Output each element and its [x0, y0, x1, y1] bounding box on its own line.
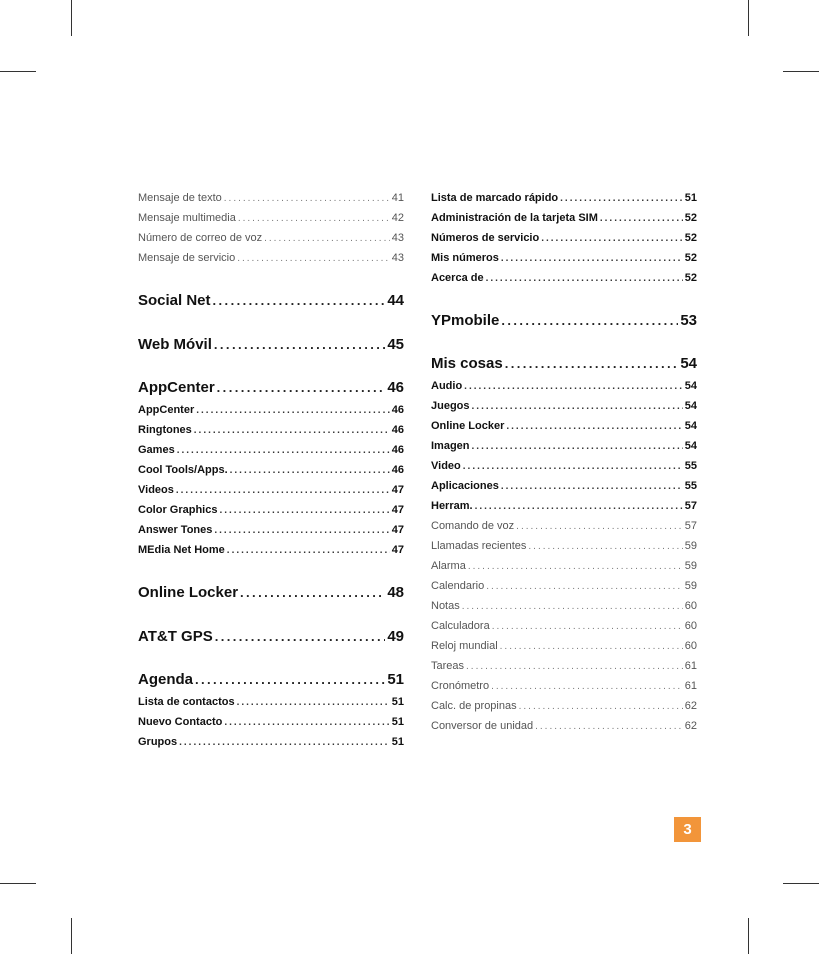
dot-leader [177, 444, 390, 458]
toc-entry-page: 47 [391, 544, 404, 556]
toc-entry-title: Games [138, 444, 175, 456]
toc-entry-page: 51 [684, 192, 697, 204]
toc-entry-title: Online Locker [431, 420, 505, 432]
crop-mark [783, 883, 819, 884]
toc-entry [138, 403, 404, 417]
toc-entry-page: 46 [391, 404, 404, 416]
crop-mark [71, 918, 72, 954]
dot-leader [501, 480, 683, 494]
toc-entry-title: Videos [138, 484, 174, 496]
toc-entry-page: 48 [387, 584, 404, 601]
toc-entry [138, 463, 404, 477]
dot-leader [500, 640, 683, 654]
toc-entry [431, 251, 697, 265]
toc-entry-title: Imagen [431, 440, 470, 452]
toc-entry-page: 52 [684, 252, 697, 264]
toc-entry [431, 679, 697, 693]
dot-leader [215, 627, 386, 647]
toc-entry [138, 378, 404, 398]
dot-leader [237, 696, 390, 710]
dot-leader [472, 440, 683, 454]
toc-entry-title: Calculadora [431, 620, 490, 632]
toc-entry [431, 479, 697, 493]
dot-leader [501, 311, 678, 331]
toc-entry-page: 60 [684, 600, 697, 612]
toc-entry [138, 423, 404, 437]
toc-entry-title: Llamadas recientes [431, 540, 527, 552]
dot-leader [541, 232, 683, 246]
dot-leader [264, 232, 390, 246]
toc-entry [431, 659, 697, 673]
toc-entry-title: Número de correo de voz [138, 232, 263, 244]
dot-leader [468, 560, 683, 574]
dot-leader [475, 500, 683, 514]
toc-entry-page: 59 [684, 540, 697, 552]
toc-entry-page: 54 [684, 440, 697, 452]
toc-entry [138, 695, 404, 709]
toc-entry [138, 543, 404, 557]
toc-entry-title: Grupos [138, 736, 178, 748]
toc-entry [431, 719, 697, 733]
dot-leader [516, 520, 683, 534]
toc-entry [431, 499, 697, 513]
dot-leader [224, 192, 390, 206]
toc-entry-page: 62 [684, 700, 697, 712]
toc-entry [138, 715, 404, 729]
dot-leader [237, 252, 390, 266]
dot-leader [219, 504, 389, 518]
toc-entry [431, 271, 697, 285]
toc-entry [431, 354, 697, 374]
toc-entry [431, 311, 697, 331]
toc-entry-page: 49 [387, 628, 404, 645]
toc-entry-title: Administración de la tarjeta SIM [431, 212, 598, 224]
toc-entry [138, 251, 404, 265]
toc-entry [138, 443, 404, 457]
toc-entry-title: Aplicaciones [431, 480, 499, 492]
toc-entry [138, 735, 404, 749]
toc-entry-page: 57 [684, 500, 697, 512]
crop-mark [0, 71, 36, 72]
toc-entry-page: 52 [684, 232, 697, 244]
dot-leader [230, 464, 390, 478]
toc-entry-page: 62 [684, 720, 697, 732]
toc-entry-title: Lista de marcado rápido [431, 192, 559, 204]
toc-entry [431, 399, 697, 413]
toc-entry-page: 51 [391, 736, 404, 748]
toc-entry [431, 639, 697, 653]
toc-entry [138, 627, 404, 647]
toc-entry [138, 483, 404, 497]
toc-entry-title: Audio [431, 380, 463, 392]
toc-entry-page: 52 [684, 272, 697, 284]
dot-leader [466, 660, 683, 674]
toc-entry [138, 231, 404, 245]
toc-entry-page: 46 [387, 379, 404, 396]
dot-leader [491, 680, 683, 694]
toc-entry [431, 559, 697, 573]
dot-leader [240, 583, 385, 603]
toc-entry-title: AppCenter [138, 404, 195, 416]
toc-entry [138, 291, 404, 311]
toc-entry-page: 55 [684, 480, 697, 492]
crop-mark [0, 883, 36, 884]
toc-entry [138, 523, 404, 537]
toc-entry-title: Juegos [431, 400, 470, 412]
toc-entry [431, 619, 697, 633]
toc-entry-page: 55 [684, 460, 697, 472]
toc-entry-page: 61 [684, 680, 697, 692]
toc-entry [138, 335, 404, 355]
dot-leader [528, 540, 682, 554]
toc-entry-page: 47 [391, 484, 404, 496]
toc-entry-title: Calc. de propinas [431, 700, 517, 712]
crop-mark [71, 0, 72, 36]
dot-leader [519, 700, 683, 714]
dot-leader [227, 544, 390, 558]
dot-leader [195, 670, 385, 690]
toc-entry-page: 53 [680, 312, 697, 329]
toc-entry-page: 47 [391, 524, 404, 536]
dot-leader [486, 272, 683, 286]
toc-entry-page: 52 [684, 212, 697, 224]
dot-leader [560, 192, 683, 206]
toc-entry-page: 54 [684, 400, 697, 412]
page-number-badge: 3 [674, 817, 701, 842]
toc-entry-title: MEdia Net Home [138, 544, 225, 556]
toc-entry-title: Acerca de [431, 272, 484, 284]
toc-entry-page: 46 [391, 424, 404, 436]
toc-entry-title: Mensaje de servicio [138, 252, 236, 264]
toc-entry-title: Mensaje de texto [138, 192, 222, 204]
toc-entry [138, 211, 404, 225]
toc-entry-page: 44 [387, 292, 404, 309]
dot-leader [213, 291, 386, 311]
dot-leader [217, 378, 386, 398]
dot-leader [463, 460, 683, 474]
dot-leader [194, 424, 390, 438]
crop-mark [748, 918, 749, 954]
toc-entry-page: 60 [684, 620, 697, 632]
toc-entry-title: AT&T GPS [138, 628, 213, 645]
toc-entry [431, 419, 697, 433]
toc-entry-page: 46 [391, 444, 404, 456]
toc-entry-page: 54 [680, 355, 697, 372]
toc-entry [431, 519, 697, 533]
toc-entry-page: 59 [684, 560, 697, 572]
dot-leader [472, 400, 683, 414]
toc-entry [431, 699, 697, 713]
toc-entry-page: 54 [684, 380, 697, 392]
dot-leader [462, 600, 683, 614]
toc-entry-page: 41 [391, 192, 404, 204]
toc-entry-page: 45 [387, 336, 404, 353]
toc-entry-title: Reloj mundial [431, 640, 498, 652]
dot-leader [214, 524, 389, 538]
toc-entry [431, 539, 697, 553]
toc-entry [431, 459, 697, 473]
toc-entry [431, 439, 697, 453]
toc-entry-title: Nuevo Contacto [138, 716, 223, 728]
toc-entry [138, 191, 404, 205]
toc-entry-title: Alarma [431, 560, 466, 572]
toc-entry-title: Mis cosas [431, 355, 503, 372]
toc-entry-title: AppCenter [138, 379, 215, 396]
toc-entry-page: 51 [391, 696, 404, 708]
dot-leader [224, 716, 389, 730]
toc-entry-title: Notas [431, 600, 460, 612]
toc-entry-title: Números de servicio [431, 232, 540, 244]
dot-leader [179, 736, 390, 750]
dot-leader [506, 420, 682, 434]
toc-entry-title: Conversor de unidad [431, 720, 534, 732]
toc-entry-title: Cool Tools/Apps. [138, 464, 228, 476]
toc-entry-page: 46 [391, 464, 404, 476]
toc-entry-page: 51 [391, 716, 404, 728]
toc-entry [431, 379, 697, 393]
toc-entry [138, 503, 404, 517]
dot-leader [196, 404, 390, 418]
toc-entry [431, 191, 697, 205]
toc-entry-page: 60 [684, 640, 697, 652]
dot-leader [176, 484, 390, 498]
toc-entry-title: Mensaje multimedia [138, 212, 236, 224]
toc-entry-title: Ringtones [138, 424, 192, 436]
toc-entry-title: Comando de voz [431, 520, 515, 532]
toc-entry-page: 54 [684, 420, 697, 432]
toc-entry-title: Cronómetro [431, 680, 490, 692]
toc-entry-page: 57 [684, 520, 697, 532]
toc-entry-page: 43 [391, 252, 404, 264]
toc-entry [431, 231, 697, 245]
toc-entry [138, 583, 404, 603]
dot-leader [505, 354, 679, 374]
toc-entry-title: Web Móvil [138, 336, 212, 353]
toc-entry-page: 42 [391, 212, 404, 224]
toc-entry-page: 59 [684, 580, 697, 592]
crop-mark [748, 0, 749, 36]
dot-leader [238, 212, 390, 226]
dot-leader [464, 380, 683, 394]
toc-entry-page: 47 [391, 504, 404, 516]
toc-entry-title: Calendario [431, 580, 485, 592]
toc-entry-title: Mis números [431, 252, 499, 264]
toc-entry-title: Tareas [431, 660, 465, 672]
toc-entry [431, 211, 697, 225]
dot-leader [214, 335, 385, 355]
toc-entry [138, 670, 404, 690]
toc-entry-title: Answer Tones [138, 524, 213, 536]
toc-entry-title: Color Graphics [138, 504, 218, 516]
dot-leader [501, 252, 683, 266]
toc-entry-page: 43 [391, 232, 404, 244]
toc-entry-page: 61 [684, 660, 697, 672]
toc-entry-title: Herram. [431, 500, 473, 512]
toc-entry-title: YPmobile [431, 312, 500, 329]
toc-entry-title: Agenda [138, 671, 194, 688]
toc-entry [431, 599, 697, 613]
toc-entry-title: Lista de contactos [138, 696, 235, 708]
dot-leader [486, 580, 683, 594]
crop-mark [783, 71, 819, 72]
dot-leader [535, 720, 683, 734]
toc-entry-title: Video [431, 460, 461, 472]
toc-entry-title: Online Locker [138, 584, 239, 601]
dot-leader [492, 620, 683, 634]
dot-leader [600, 212, 683, 226]
toc-entry [431, 579, 697, 593]
toc-entry-title: Social Net [138, 292, 211, 309]
toc-entry-page: 51 [387, 671, 404, 688]
